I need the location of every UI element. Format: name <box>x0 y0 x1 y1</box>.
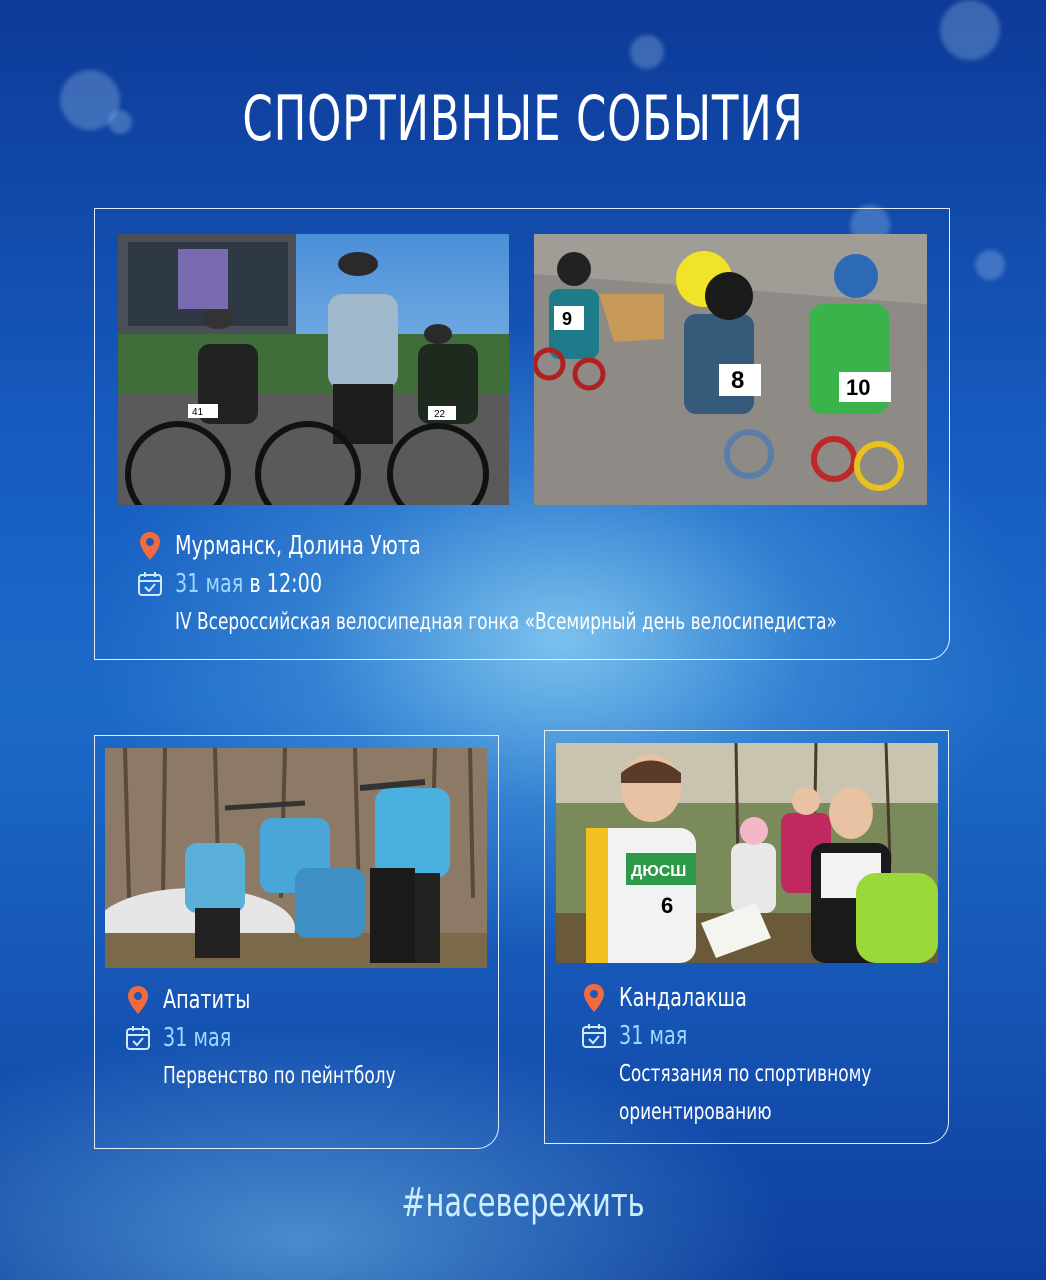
event-description-row <box>581 1093 927 1131</box>
cyclists-race-photo <box>118 234 509 505</box>
event-location: Апатиты <box>163 985 251 1015</box>
bib-number: 22 <box>434 409 446 420</box>
event-info-murmansk <box>137 527 982 641</box>
event-description-line-2: ориентированию <box>619 1099 772 1125</box>
event-description: Первенство по пейнтболу <box>163 1063 396 1089</box>
location-pin-icon <box>137 531 163 561</box>
event-description-row <box>125 1057 447 1095</box>
event-info-kandalaksha <box>581 979 927 1131</box>
bib-number: 8 <box>731 367 745 394</box>
bokeh-light <box>630 35 664 69</box>
location-pin-icon <box>581 983 607 1013</box>
bib-text: ДЮСШ <box>631 863 687 880</box>
hashtag: #насевережить <box>401 1180 645 1226</box>
event-time: в 12:00 <box>249 569 323 599</box>
bib-number: 41 <box>192 407 204 418</box>
event-date-row <box>137 565 982 603</box>
calendar-check-icon <box>137 571 163 597</box>
event-location-row <box>137 527 982 565</box>
calendar-check-icon <box>581 1023 607 1049</box>
event-card-kandalaksha <box>544 730 949 1144</box>
bokeh-light <box>975 250 1005 280</box>
bib-number: 10 <box>846 375 871 400</box>
bib-number: 9 <box>562 309 573 329</box>
event-date: 31 мая <box>163 1023 232 1053</box>
event-location-row <box>125 981 447 1019</box>
bokeh-light <box>940 0 1000 60</box>
event-date: 31 мая <box>175 569 244 599</box>
event-date-row <box>125 1019 447 1057</box>
bib-number: 6 <box>661 893 674 918</box>
orienteering-photo <box>556 743 938 963</box>
event-info-apatity <box>125 981 447 1095</box>
event-location-row <box>581 979 927 1017</box>
paintball-photo <box>105 748 487 968</box>
event-card-murmansk <box>94 208 950 660</box>
event-card-apatity <box>94 735 499 1149</box>
event-description: IV Всероссийская велосипедная гонка «Всемирный день велосипедиста» <box>175 609 837 635</box>
event-date: 31 мая <box>619 1021 688 1051</box>
event-location: Мурманск, Долина Уюта <box>175 531 421 561</box>
event-description-line-1: Состязания по спортивному <box>619 1061 872 1087</box>
page-title: СПОРТИВНЫЕ СОБЫТИЯ <box>242 82 804 155</box>
event-date-row <box>581 1017 927 1055</box>
event-description-row <box>137 603 982 641</box>
calendar-check-icon <box>125 1025 151 1051</box>
event-location: Кандалакша <box>619 983 747 1013</box>
event-description-row <box>581 1055 927 1093</box>
location-pin-icon <box>125 985 151 1015</box>
kids-balance-bike-photo <box>534 234 927 505</box>
